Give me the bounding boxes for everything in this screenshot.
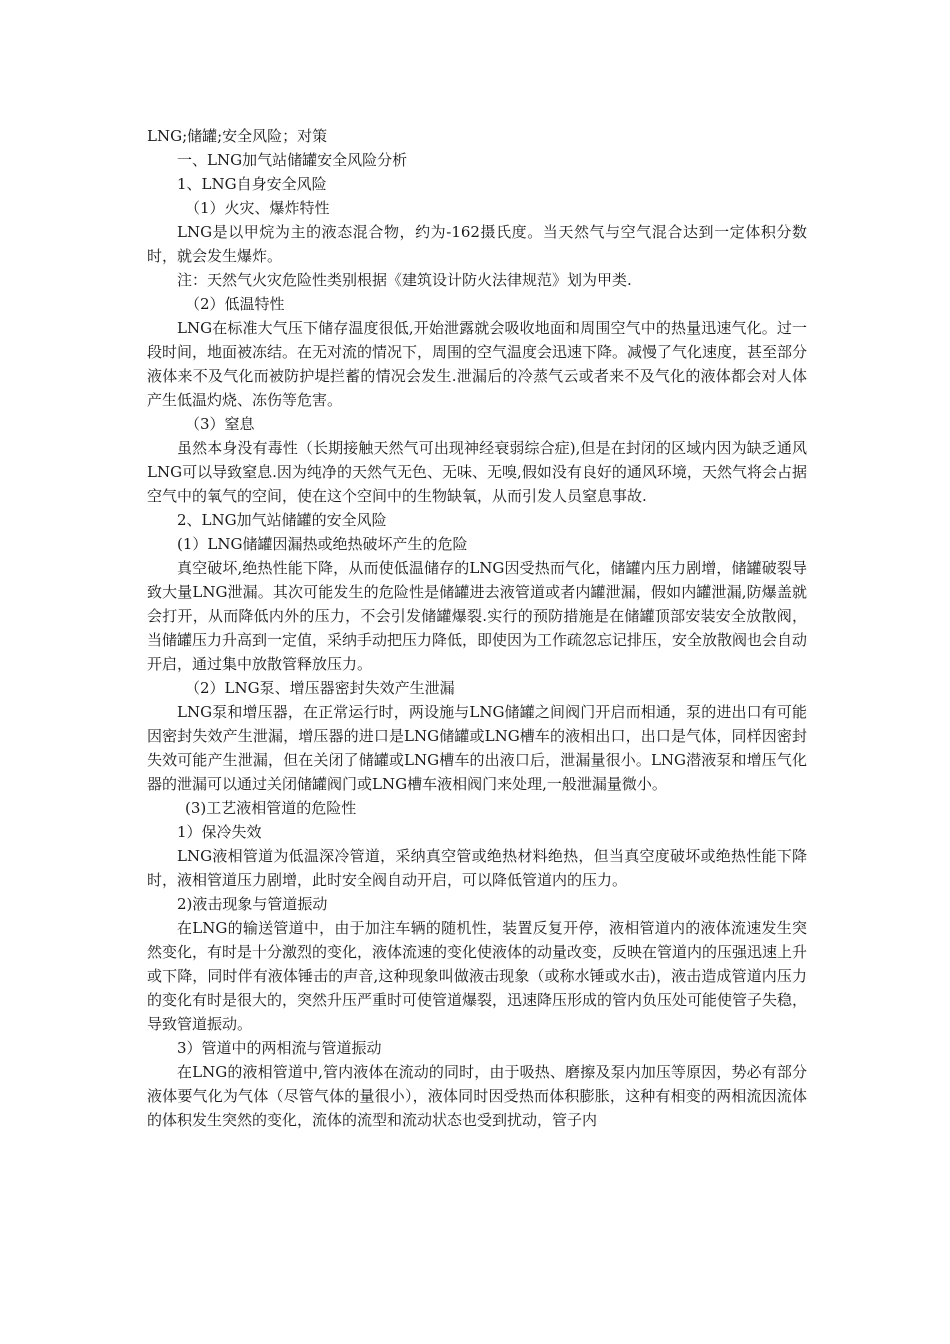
body-paragraph: 在LNG的输送管道中，由于加注车辆的随机性，装置反复开停，液相管道内的液体流速发生突然变化，有时是十分激烈的变化，液体流速的变化使液体的动量改变，反映在管道内的压强迅速上升或下降，同时伴有液体锤击的声音,这种现象叫做液击现象（或称水锤或水击)，液击造成管道内压力的变化有时是很大的，突然升压严重时可使管道爆裂，迅速降压形成的管内负压处可能使管子失稳，导致管道振动。 xyxy=(147,919,808,1033)
body-paragraph: 真空破坏,绝热性能下降，从而使低温储存的LNG因受热而气化，储罐内压力剧增，储罐破裂导致大量LNG泄漏。其次可能发生的危险性是储罐进去液管道或者内罐泄漏，假如内罐泄漏,防爆盖就会打开，从而降低内外的压力，不会引发储罐爆裂.实行的预防措施是在储罐顶部安装安全放散阀，当储罐压力升高到一定值，采纳手动把压力降低，即使因为工作疏忽忘记排压，安全放散阀也会自动开启，通过集中放散管释放压力。 xyxy=(147,559,808,673)
item-heading-pump-seal: （2）LNG泵、增压器密封失效产生泄漏 xyxy=(185,679,455,697)
sub-item-heading-insulation: 1）保冷失效 xyxy=(177,823,262,841)
body-paragraph: 虽然本身没有毒性（长期接触天然气可出现神经衰弱综合症),但是在封闭的区域内因为缺乏通风LNG可以导致窒息.因为纯净的天然气无色、无味、无嗅,假如没有良好的通风环境，天然气将会占据空气中的氧气的空间，使在这个空间中的生物缺氧，从而引发人员窒息事故. xyxy=(147,439,807,505)
document-page xyxy=(147,124,807,1132)
keywords-line: LNG;储罐;安全风险；对策 xyxy=(147,127,328,145)
item-heading-low-temperature: （2）低温特性 xyxy=(185,295,285,313)
item-heading-heat-leak: (1）LNG储罐因漏热或绝热破坏产生的危险 xyxy=(177,535,468,553)
note-paragraph: 注：天然气火灾危险性类别根据《建筑设计防火法律规范》划为甲类. xyxy=(177,271,632,289)
body-paragraph: LNG在标准大气压下储存温度很低,开始泄露就会吸收地面和周围空气中的热量迅速气化。过一段时间，地面被冻结。在无对流的情况下，周围的空气温度会迅速下降。减慢了气化速度，甚至部分液体来不及气化而被防护堤拦蓄的情况会发生.泄漏后的冷蒸气云或者来不及气化的液体都会对人体产生低温灼烧、冻伤等危害。 xyxy=(147,319,808,409)
sub-item-heading-two-phase: 3）管道中的两相流与管道振动 xyxy=(177,1039,382,1057)
section-heading-1: 一、LNG加气站储罐安全风险分析 xyxy=(177,151,408,169)
sub-item-heading-water-hammer: 2)液击现象与管道振动 xyxy=(177,895,328,913)
item-heading-fire-explosion: （1）火灾、爆炸特性 xyxy=(185,199,330,217)
subsection-heading-1-1: 1、LNG自身安全风险 xyxy=(177,175,327,193)
item-heading-pipeline: (3)工艺液相管道的危险性 xyxy=(185,799,357,817)
body-paragraph: LNG液相管道为低温深冷管道，采纳真空管或绝热材料绝热，但当真空度破坏或绝热性能下降时，液相管道压力剧增，此时安全阀自动开启，可以降低管道内的压力。 xyxy=(147,847,807,889)
body-paragraph: LNG是以甲烷为主的液态混合物，约为-162摄氏度。当天然气与空气混合达到一定体积分数时，就会发生爆炸。 xyxy=(147,223,807,265)
body-paragraph: LNG泵和增压器，在正常运行时，两设施与LNG储罐之间阀门开启而相通，泵的进出口有可能因密封失效产生泄漏，增压器的进口是LNG储罐或LNG槽车的液相出口，出口是气体，同样因密封失效可能产生泄漏，但在关闭了储罐或LNG槽车的出液口后，泄漏量很小。LNG潜液泵和增压气化器的泄漏可以通过关闭储罐阀门或LNG槽车液相阀门来处理,一般泄漏量微小。 xyxy=(147,703,807,793)
item-heading-suffocation: （3）窒息 xyxy=(185,415,255,433)
body-paragraph: 在LNG的液相管道中,管内液体在流动的同时，由于吸热、磨擦及泵内加压等原因，势必有部分液体要气化为气体（尽管气体的量很小），液体同时因受热而体积膨胀，这种有相变的两相流因流体的体积发生突然的变化，流体的流型和流动状态也受到扰动，管子内 xyxy=(147,1063,807,1129)
subsection-heading-1-2: 2、LNG加气站储罐的安全风险 xyxy=(177,511,387,529)
